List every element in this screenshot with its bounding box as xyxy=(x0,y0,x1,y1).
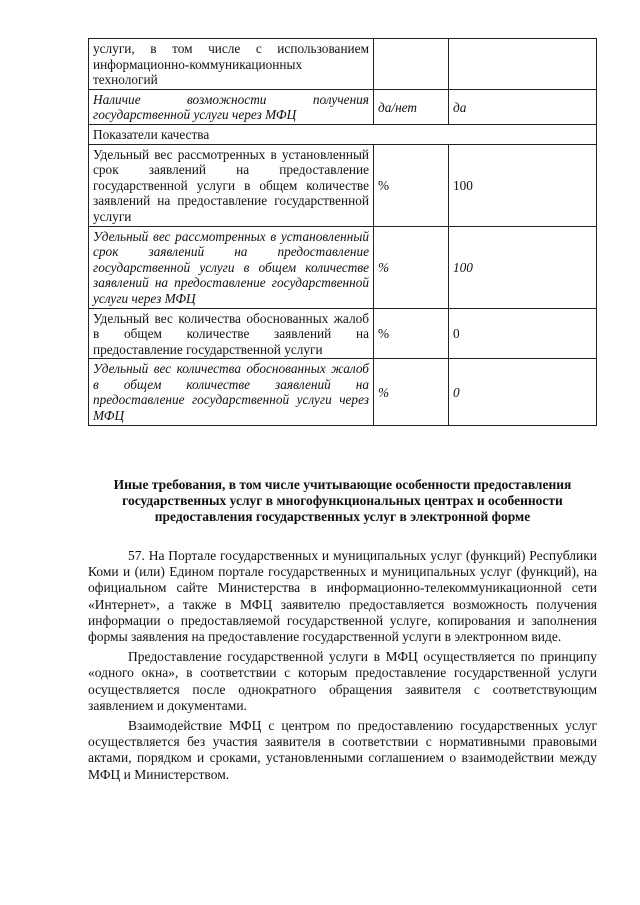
indicator-description: Удельный вес количества обоснованных жалоб в общем количестве заявлений на предоставление государственной услуги xyxy=(89,308,374,359)
indicator-description: Удельный вес рассмотренных в установленный срок заявлений на предоставление государственной услуги в общем количестве заявлений на предоставление государственной услуги xyxy=(89,144,374,226)
unit-cell xyxy=(374,39,449,90)
body-text xyxy=(88,548,597,787)
paragraph: 57. На Портале государственных и муниципальных услуг (функций) Республики Коми и (или) Едином портале государственных и муниципальных услуг (функций), на официальном сайте Министерства в информационно-телекоммуникационной сети «Интернет», а также в МФЦ заявителю предоставляется возможность получения информации о предоставляемой государственной услуге, копирования и заполнения формы заявления на предоставление государственной услуги в электронном виде. xyxy=(88,548,597,645)
table-row xyxy=(89,144,597,226)
indicator-description: Удельный вес рассмотренных в установленный срок заявлений на предоставление государственной услуги в общем количестве заявлений на предоставление государственной услуги через МФЦ xyxy=(89,226,374,308)
section-title: Показатели качества xyxy=(89,124,597,144)
indicator-description: Наличие возможности получения государственной услуги через МФЦ xyxy=(89,89,374,124)
unit-cell: % xyxy=(374,308,449,359)
indicator-description: Удельный вес количества обоснованных жалоб в общем количестве заявлений на предоставление государственной услуги через МФЦ xyxy=(89,359,374,425)
table-row xyxy=(89,89,597,124)
indicator-description: услуги, в том числе с использованием информационно-коммуникационных технологий xyxy=(89,39,374,90)
unit-cell: % xyxy=(374,144,449,226)
quality-indicators-table xyxy=(88,38,597,426)
value-cell xyxy=(449,39,597,90)
value-cell: 100 xyxy=(449,144,597,226)
table-row xyxy=(89,226,597,308)
unit-cell: % xyxy=(374,359,449,425)
paragraph: Взаимодействие МФЦ с центром по предоставлению государственных услуг осуществляется без участия заявителя в соответствии с нормативными правовыми актами, порядком и сроками, установленными соглашением о взаимодействии между МФЦ и Министерством. xyxy=(88,718,597,782)
value-cell: 0 xyxy=(449,308,597,359)
value-cell: 0 xyxy=(449,359,597,425)
value-cell: да xyxy=(449,89,597,124)
section-heading: Иные требования, в том числе учитывающие особенности предоставления государственных услуг в многофункциональных центрах и особенности предоставления государственных услуг в электронной форме xyxy=(113,477,572,525)
unit-cell: % xyxy=(374,226,449,308)
table-section-row xyxy=(89,124,597,144)
unit-cell: да/нет xyxy=(374,89,449,124)
paragraph: Предоставление государственной услуги в МФЦ осуществляется по принципу «одного окна», в соответствии с которым предоставление государственной услуги осуществляется после однократного обращения заявителя с соответствующим заявлением и документами. xyxy=(88,649,597,713)
table-row xyxy=(89,39,597,90)
value-cell: 100 xyxy=(449,226,597,308)
table-row xyxy=(89,308,597,359)
table-row xyxy=(89,359,597,425)
